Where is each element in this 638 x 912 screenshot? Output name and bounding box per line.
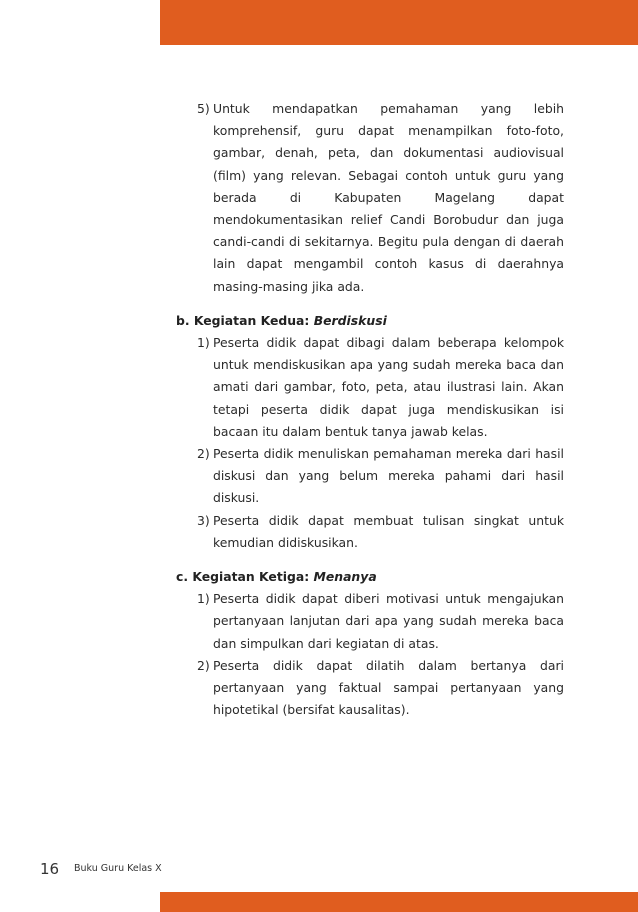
list-item-c2 — [176, 655, 564, 722]
bottom-accent-band — [160, 892, 638, 912]
list-item-b1 — [176, 332, 564, 443]
list-text: Untuk mendapatkan pemahaman yang lebih komprehensif, guru dapat menampilkan foto-foto, gambar, denah, peta, dan dokumentasi audiovisual (film) yang relevan. Sebagai contoh untuk guru yang berada di Kabupaten Magelang dapat mendokumentasikan relief Candi Borobudur dan juga candi-candi di sekitarnya. Begitu pula dengan di daerah lain dapat mengambil contoh kasus di daerahnya masing-masing jika ada. — [213, 101, 564, 294]
section-b — [176, 310, 564, 554]
list-item-a5 — [176, 98, 564, 298]
section-c — [176, 566, 564, 721]
list-item-b3 — [176, 510, 564, 554]
list-item-b2 — [176, 443, 564, 510]
list-item-c1 — [176, 588, 564, 655]
section-c-heading-sub: Menanya — [313, 569, 377, 585]
section-b-heading — [176, 310, 564, 332]
list-number: 1) — [197, 335, 210, 351]
section-b-heading-label: b. Kegiatan Kedua: — [176, 312, 314, 328]
list-text: Peserta didik dapat diberi motivasi untuk mengajukan pertanyaan lanjutan dari apa yang sudah mereka baca dan simpulkan dari kegiatan di atas. — [213, 591, 564, 651]
list-number: 5) — [197, 101, 210, 116]
page-content — [176, 98, 564, 721]
section-b-heading-sub: Berdiskusi — [313, 312, 387, 328]
list-text: Peserta didik dapat membuat tulisan singkat untuk kemudian didiskusikan. — [213, 512, 564, 550]
list-number: 2) — [197, 657, 210, 673]
top-accent-band — [160, 0, 638, 45]
section-c-heading — [176, 566, 564, 588]
list-text: Peserta didik dapat dibagi dalam beberapa kelompok untuk mendiskusikan apa yang sudah mereka baca dan amati dari gambar, foto, peta, atau ilustrasi lain. Akan tetapi peserta didik dapat juga mendiskusikan isi bacaan itu dalam bentuk tanya jawab kelas. — [213, 335, 564, 439]
list-text: Peserta didik dapat dilatih dalam bertanya dari pertanyaan yang faktual sampai pertanyaan yang hipotetikal (bersifat kausalitas). — [213, 657, 564, 718]
book-title: Buku Guru Kelas X — [74, 863, 162, 874]
list-number: 3) — [197, 512, 210, 528]
section-c-heading-label: c. Kegiatan Ketiga: — [176, 569, 314, 585]
page-number: 16 — [40, 860, 60, 878]
list-text: Peserta didik menuliskan pemahaman mereka dari hasil diskusi dan yang belum mereka pahami dari hasil diskusi. — [213, 446, 564, 506]
list-number: 1) — [197, 591, 210, 607]
list-number: 2) — [197, 446, 210, 462]
